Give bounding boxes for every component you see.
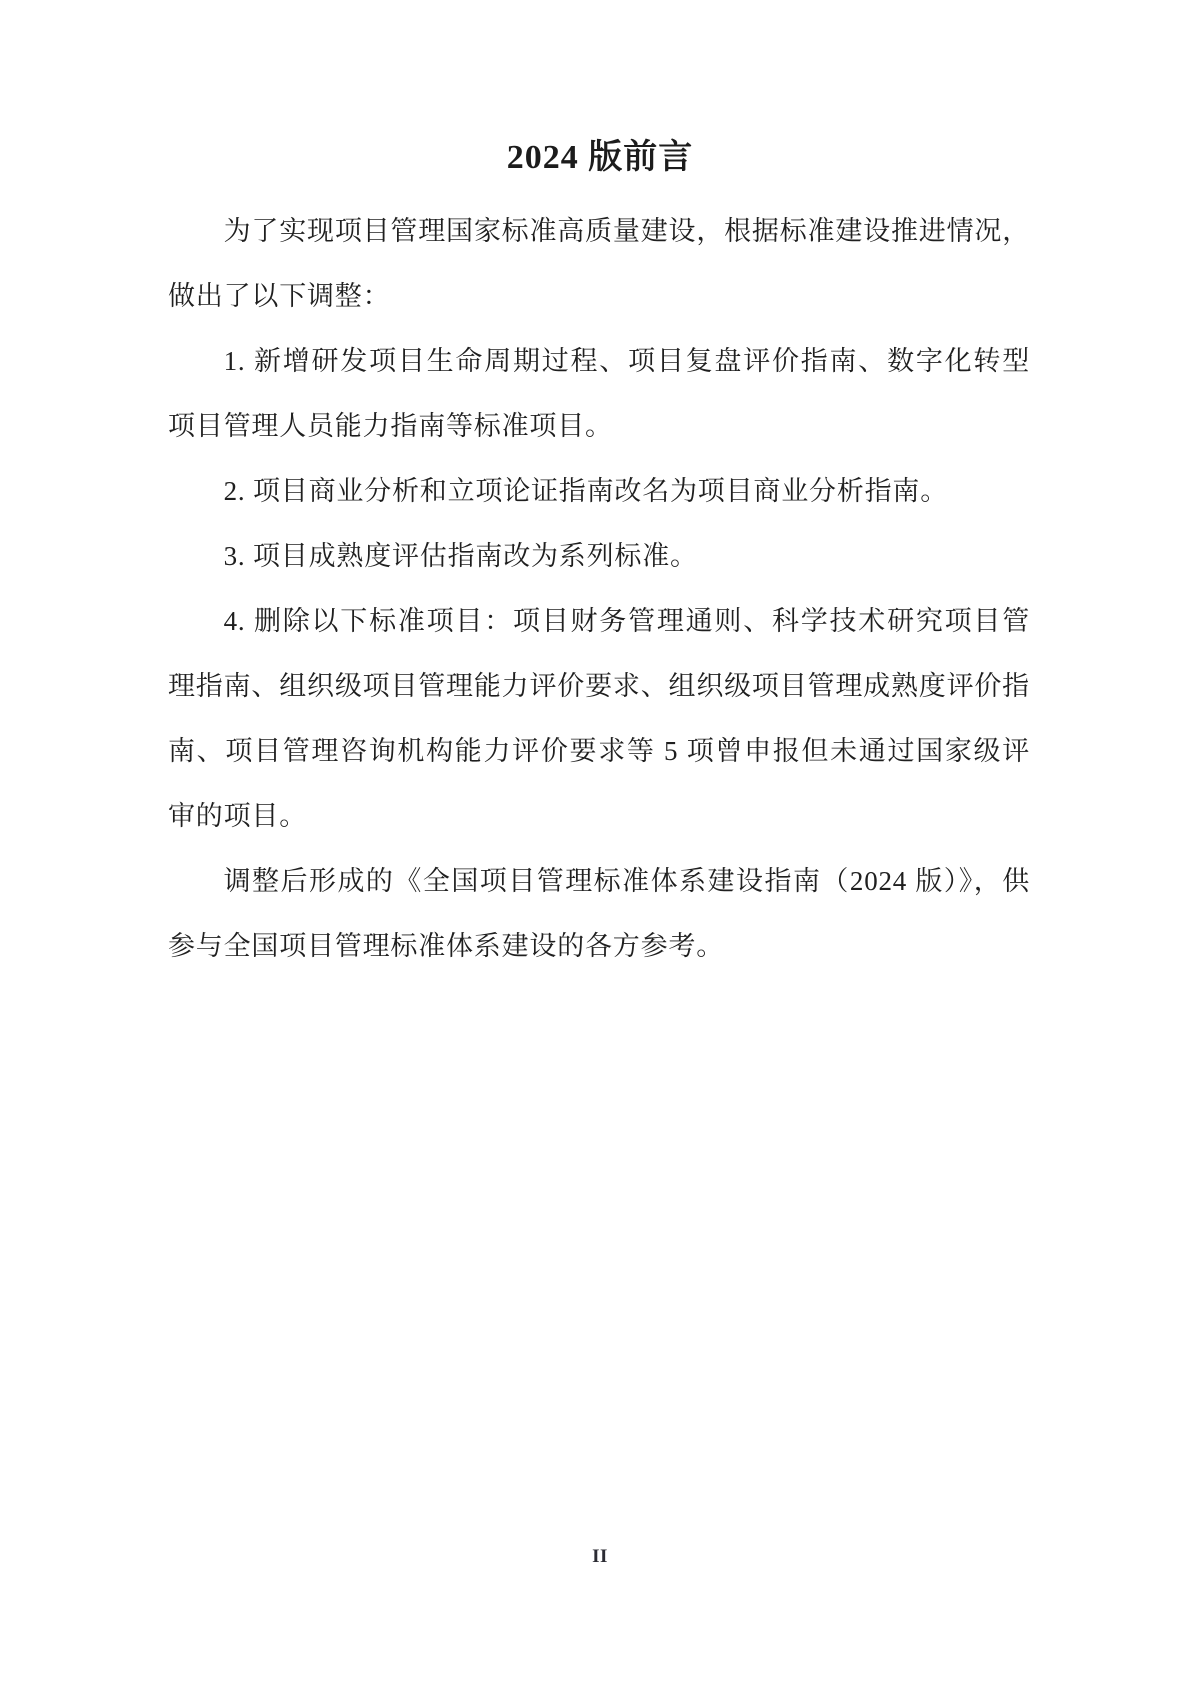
paragraph-closing: 调整后形成的《全国项目管理标准体系建设指南（2024 版）》，供参与全国项目管理标准体系建设的各方参考。 xyxy=(168,866,1030,961)
paragraph-item-1: 1. 新增研发项目生命周期过程、项目复盘评价指南、数字化转型项目管理人员能力指南等标准项目。 xyxy=(168,346,1030,441)
page-title: 2024 版前言 xyxy=(506,139,694,176)
paragraph-item-4: 4. 删除以下标准项目：项目财务管理通则、科学技术研究项目管理指南、组织级项目管理能力评价要求、组织级项目管理成熟度评价指南、项目管理咨询机构能力评价要求等 5 项曾申报但未通过国家级评审的项目。 xyxy=(168,606,1030,831)
paragraph-item-2: 2. 项目商业分析和立项论证指南改名为项目商业分析指南。 xyxy=(223,476,948,506)
document-body xyxy=(168,199,1030,979)
page-number-footer: II xyxy=(592,1546,608,1567)
paragraph-item-3: 3. 项目成熟度评估指南改为系列标准。 xyxy=(223,541,698,571)
paragraph-intro: 为了实现项目管理国家标准高质量建设，根据标准建设推进情况，做出了以下调整： xyxy=(168,216,1030,311)
